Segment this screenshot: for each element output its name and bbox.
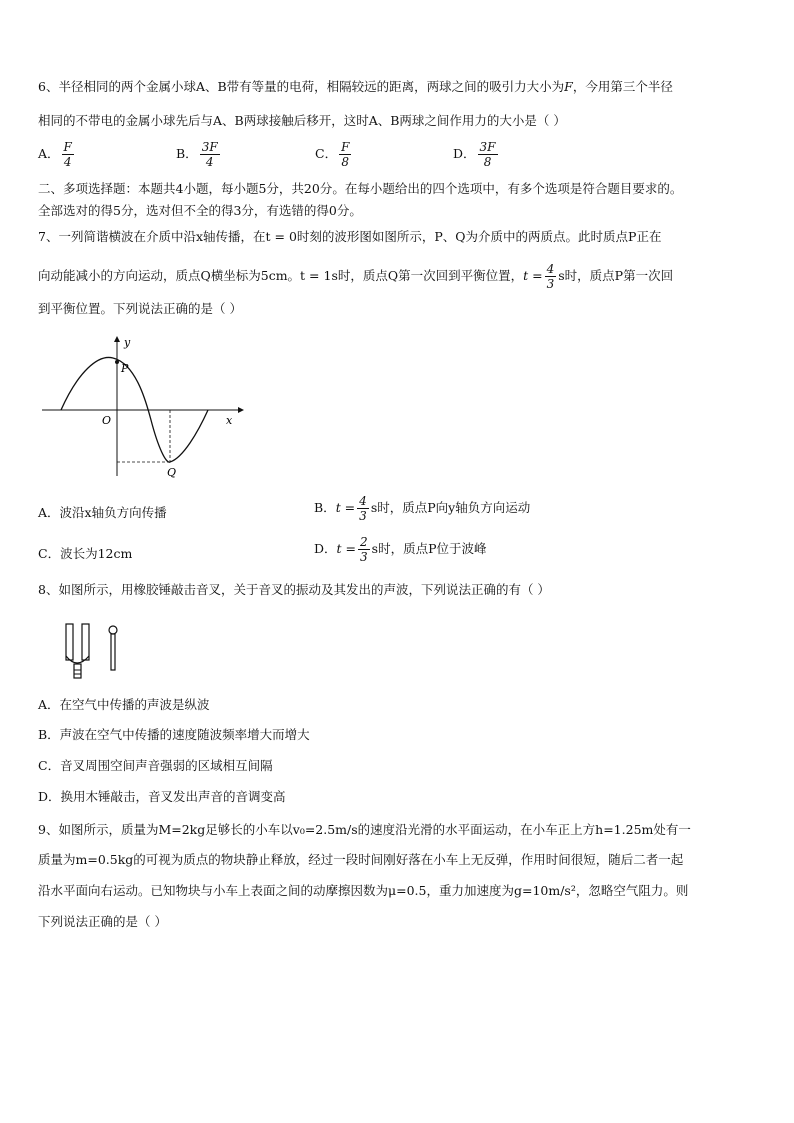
q9-stem-line2: 质量为m=0.5kg的可视为质点的物块静止释放，经过一段时间刚好落在小车上无反弹，作用时间很短，随后二者一起: [38, 852, 684, 867]
tuning-fork-prong-left: [66, 624, 73, 660]
q9-stem-line1: 9、如图所示，质量为M=2kg足够长的小车以v₀=2.5m/s的速度沿光滑的水平面运动，在小车正上方h=1.25m处有一: [38, 822, 691, 837]
q6-option-b: B． $\frac{3F}{4}$: [176, 140, 218, 169]
q9-stem-line3: 沿水平面向右运动。已知物块与小车上表面之间的动摩擦因数为μ=0.5，重力加速度为g=10m/s²，忽略空气阻力。则: [38, 883, 689, 898]
q7-stem-line1: 7、一列简谐横波在介质中沿x轴传播，在t = 0时刻的波形图如图所示，P、Q为介质中的两质点。此时质点P正在: [38, 229, 662, 244]
q7-option-d: D．t = $\frac{2}{3}$ s时，质点P位于波峰: [314, 535, 487, 564]
origin-label: O: [102, 414, 112, 427]
hammer-head: [109, 626, 117, 634]
tuning-fork-handle: [74, 664, 81, 678]
q6-option-a: A． $\frac{F}{4}$: [38, 140, 72, 169]
q8-option-c: C．音叉周围空间声音强弱的区域相互间隔: [38, 758, 273, 773]
q7-stem-line2: 向动能减小的方向运动，质点Q横坐标为5cm。t = 1s时，质点Q第一次回到平衡位置，t = $\frac{4}{3}$ s时，质点P第一次回: [38, 262, 674, 291]
point-p: [115, 360, 119, 364]
x-axis-arrow: [238, 407, 244, 413]
q6-option-d: D． $\frac{3F}{8}$: [453, 140, 496, 169]
q6-stem-line1: 6、半径相同的两个金属小球A、B带有等量的电荷，相隔较远的距离，两球之间的吸引力大小为F，今用第三个半径: [38, 79, 673, 94]
y-axis-arrow: [114, 336, 120, 342]
q-label: Q: [167, 466, 177, 479]
q8-option-d: D．换用木锤敲击，音叉发出声音的音调变高: [38, 789, 286, 804]
y-axis-label: y: [124, 336, 131, 349]
p-label: P: [121, 362, 129, 375]
section2-line2: 全部选对的得5分，选对但不全的得3分，有选错的得0分。: [38, 203, 362, 218]
q7-stem-line3: 到平衡位置。下列说法正确的是（ ）: [38, 301, 242, 316]
q6-option-c: C． $\frac{F}{8}$: [315, 140, 350, 169]
q6-stem-line2: 相同的不带电的金属小球先后与A、B两球接触后移开，这时A、B两球之间作用力的大小是（ ）: [38, 113, 566, 128]
q7-wave-graph: [38, 332, 248, 482]
tuning-fork-figure: [62, 622, 132, 682]
section2-line1: 二、多项选择题：本题共4小题，每小题5分，共20分。在每小题给出的四个选项中，有多个选项是符合题目要求的。: [38, 181, 683, 196]
q8-option-b: B．声波在空气中传播的速度随波频率增大而增大: [38, 727, 310, 742]
q8-stem: 8、如图所示，用橡胶锤敲击音叉，关于音叉的振动及其发出的声波，下列说法正确的有（ ）: [38, 582, 550, 597]
q7-option-a: A．波沿x轴负方向传播: [38, 505, 167, 520]
tuning-fork-prong-right: [82, 624, 89, 660]
q7-option-c: C．波长为12cm: [38, 546, 133, 561]
x-axis-label: x: [226, 414, 233, 427]
q8-option-a: A．在空气中传播的声波是纵波: [38, 697, 210, 712]
q7-option-b: B．t = $\frac{4}{3}$ s时，质点P向y轴负方向运动: [314, 494, 531, 523]
hammer-handle: [111, 634, 115, 670]
q9-stem-line4: 下列说法正确的是（ ）: [38, 914, 167, 929]
